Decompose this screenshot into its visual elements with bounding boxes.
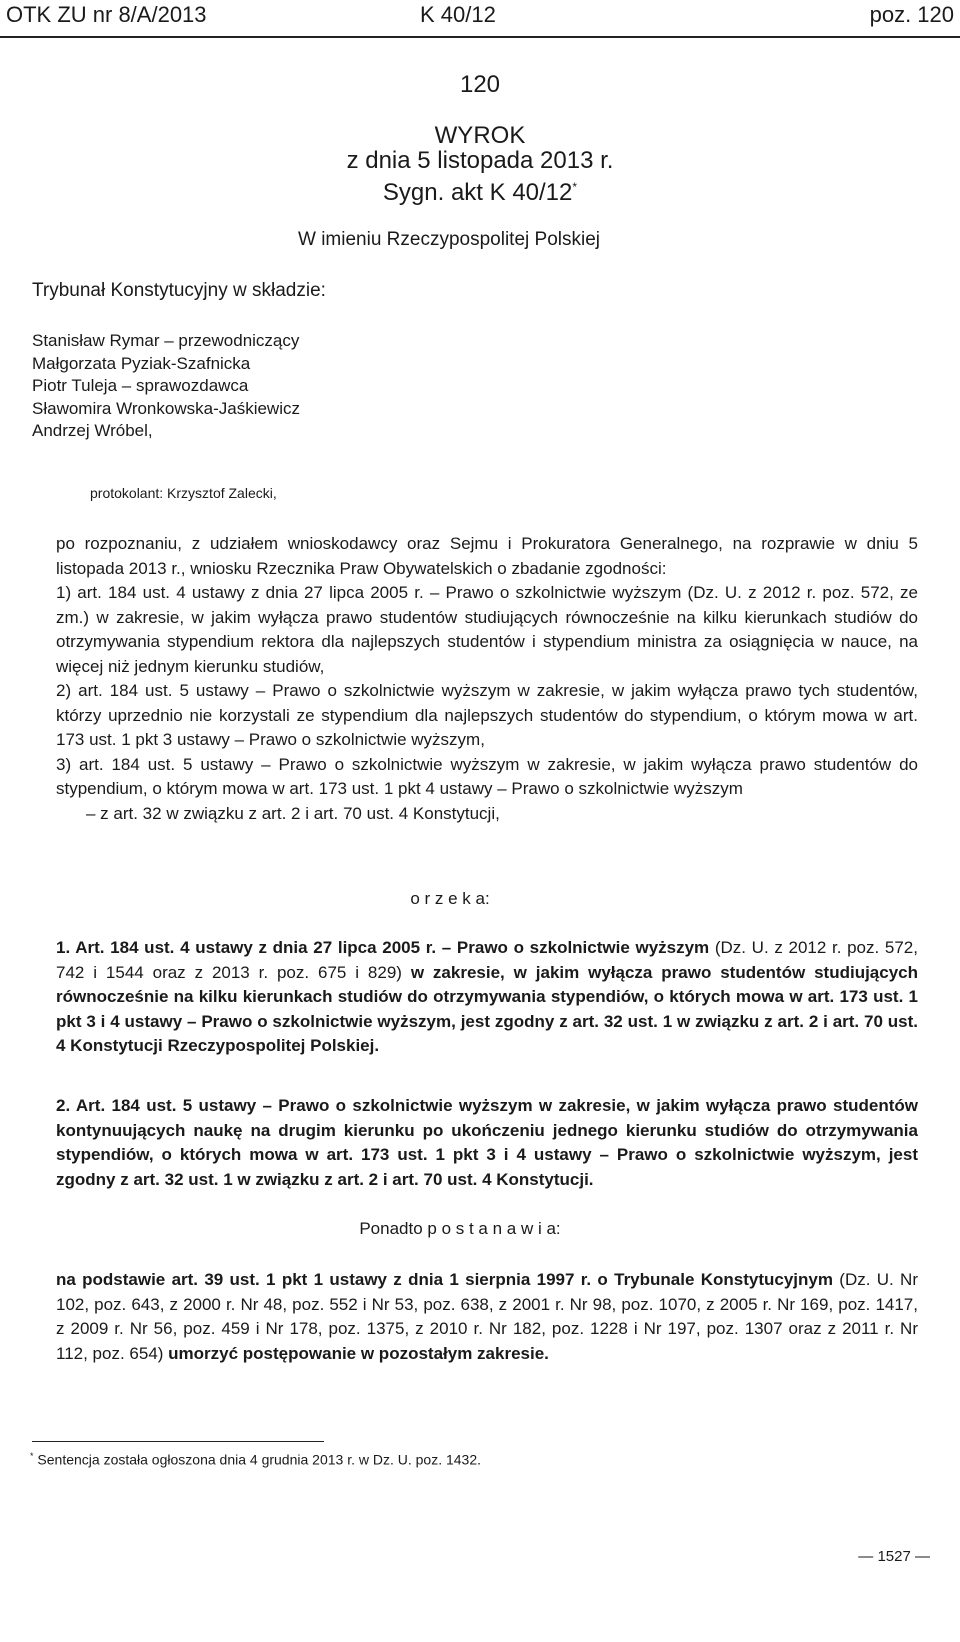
document-date: z dnia 5 listopada 2013 r. — [346, 147, 614, 174]
document-number: 120 — [459, 71, 501, 98]
decision-heading-prefix: Ponadto — [359, 1219, 428, 1238]
footnote-mark: * — [30, 1451, 34, 1461]
case-signature-text: Sygn. akt K 40/12 — [382, 179, 573, 206]
proceedings-basis: – z art. 32 w związku z art. 2 i art. 70 ust. 4 Konstytucji, — [86, 803, 500, 823]
case-signature — [240, 173, 720, 207]
footnote — [30, 1446, 481, 1470]
footnote-divider — [32, 1441, 324, 1442]
decision-citation: (Dz. U. Nr 102, poz. 643, z 2000 r. Nr 48, poz. 552 i Nr 53, poz. 638, z 2001 r. Nr 98, poz. 1070, z 2005 r. Nr 169, poz. 1417, z 2009 r. Nr 56, poz. 459 i Nr 178, poz. 1375, z 2010 r. Nr 182, poz. 1228 i Nr 197, poz. 1307 oraz z 2011 r. Nr 112, poz. 654) — [56, 1270, 918, 1363]
proceedings-item-2: 2) art. 184 ust. 5 ustawy – Prawo o szkolnictwie wyższym w zakresie, w jakim wyłącza prawo tych studentów, którzy uprzednio nie korzystali ze stypendium dla najlepszych studentów do stypendium, o którym mowa w art. 173 ust. 1 pkt 3 ustawy – Prawo o szkolnictwie wyższym, — [56, 681, 918, 749]
header-right: poz. 120 — [869, 2, 954, 27]
decision-outcome: umorzyć postępowanie w pozostałym zakresie. — [168, 1343, 549, 1363]
ruling-point-1-citation: (Dz. U. z 2012 r. poz. 572, 742 i 1544 oraz z 2013 r. poz. 675 i 829) — [56, 938, 918, 982]
ruling-point-2-text: 2. Art. 184 ust. 5 ustawy – Prawo o szkolnictwie wyższym w zakresie, w jakim wyłącza prawo studentów kontynuujących naukę na drugim kierunku po ukończeniu jednego kierunku studiów do otrzymywania stypendiów, o których mowa w art. 173 ust. 1 pkt 3 i 4 ustawy – Prawo o szkolnictwie wyższym, jest zgodny z art. 32 ust. 1 w związku z art. 2 i art. 70 ust. 4 Konstytucji. — [56, 1096, 918, 1189]
page-number: — 1527 — — [858, 1548, 930, 1565]
panel-heading: Trybunał Konstytucyjny w składzie: — [32, 280, 326, 301]
panel-members — [32, 330, 300, 443]
proceedings-section — [30, 532, 918, 826]
footnote-text: Sentencja została ogłoszona dnia 4 grudnia 2013 r. w Dz. U. poz. 1432. — [33, 1451, 482, 1468]
header-divider — [0, 36, 960, 38]
ruling-point-1 — [30, 936, 918, 1059]
decision-basis: na podstawie art. 39 ust. 1 pkt 1 ustawy z dnia 1 sierpnia 1997 r. o Trybunale Konstytucyjnym — [56, 1270, 833, 1289]
header-left: OTK ZU nr 8/A/2013 — [6, 2, 207, 27]
panel-member: Sławomira Wronkowska-Jaśkiewicz — [32, 398, 300, 418]
ruling-point-1-provision: 1. Art. 184 ust. 4 ustawy z dnia 27 lipca 2005 r. – Prawo o szkolnictwie wyższym — [56, 938, 710, 957]
ruling-point-2 — [30, 1094, 918, 1192]
proceedings-item-3: 3) art. 184 ust. 5 ustawy – Prawo o szkolnictwie wyższym w zakresie, w jakim wyłącza prawo studentów do stypendium, o którym mowa w art. 173 ust. 1 pkt 4 ustawy – Prawo o szkolnictwie wyższym — [56, 754, 918, 798]
ruling-heading: o r z e k a: — [410, 889, 490, 908]
panel-member: Stanisław Rymar – przewodniczący — [32, 331, 300, 350]
decision-heading — [0, 1219, 920, 1239]
clerk-line: protokolant: Krzysztof Zalecki, — [90, 485, 277, 501]
panel-member: Piotr Tuleja – sprawozdawca — [32, 376, 249, 395]
document-type: WYROK — [434, 122, 526, 149]
ruling-point-1-holding: w zakresie, w jakim wyłącza prawo studentów studiujących równocześnie na kilku kierunkach studiów do otrzymywania stypendiów, o których mowa w art. 173 ust. 1 pkt 3 i 4 ustawy – Prawo o szkolnictwie wyższym, jest zgodny z art. 32 ust. 1 w związku z art. 2 i art. 70 ust. 4 Konstytucji Rzeczypospolitej Polskiej. — [56, 962, 919, 1055]
decision-heading-verb: p o s t a n a w i a: — [427, 1219, 561, 1238]
proceedings-intro: po rozpoznaniu, z udziałem wnioskodawcy oraz Sejmu i Prokuratora Generalnego, na rozprawie w dniu 5 listopada 2013 r., wniosku Rzecznika Praw Obywatelskich o zbadanie zgodności: — [56, 534, 918, 578]
panel-member: Andrzej Wróbel, — [32, 421, 153, 440]
in-name-line: W imieniu Rzeczypospolitej Polskiej — [298, 229, 600, 250]
decision-text — [30, 1268, 918, 1366]
footnote-marker: * — [572, 180, 578, 194]
proceedings-item-1: 1) art. 184 ust. 4 ustawy z dnia 27 lipca 2005 r. – Prawo o szkolnictwie wyższym (Dz. U. z 2012 r. poz. 572, ze zm.) w zakresie, w jakim wyłącza prawo studentów studiujących równocześnie na kilku kierunkach studiów do otrzymywania stypendium rektora dla najlepszych studentów i stypendium ministra za osiągnięcia w nauce, na więcej niż jednym kierunku studiów, — [56, 583, 918, 676]
panel-member: Małgorzata Pyziak-Szafnicka — [32, 353, 251, 373]
header-middle: K 40/12 — [420, 2, 496, 27]
